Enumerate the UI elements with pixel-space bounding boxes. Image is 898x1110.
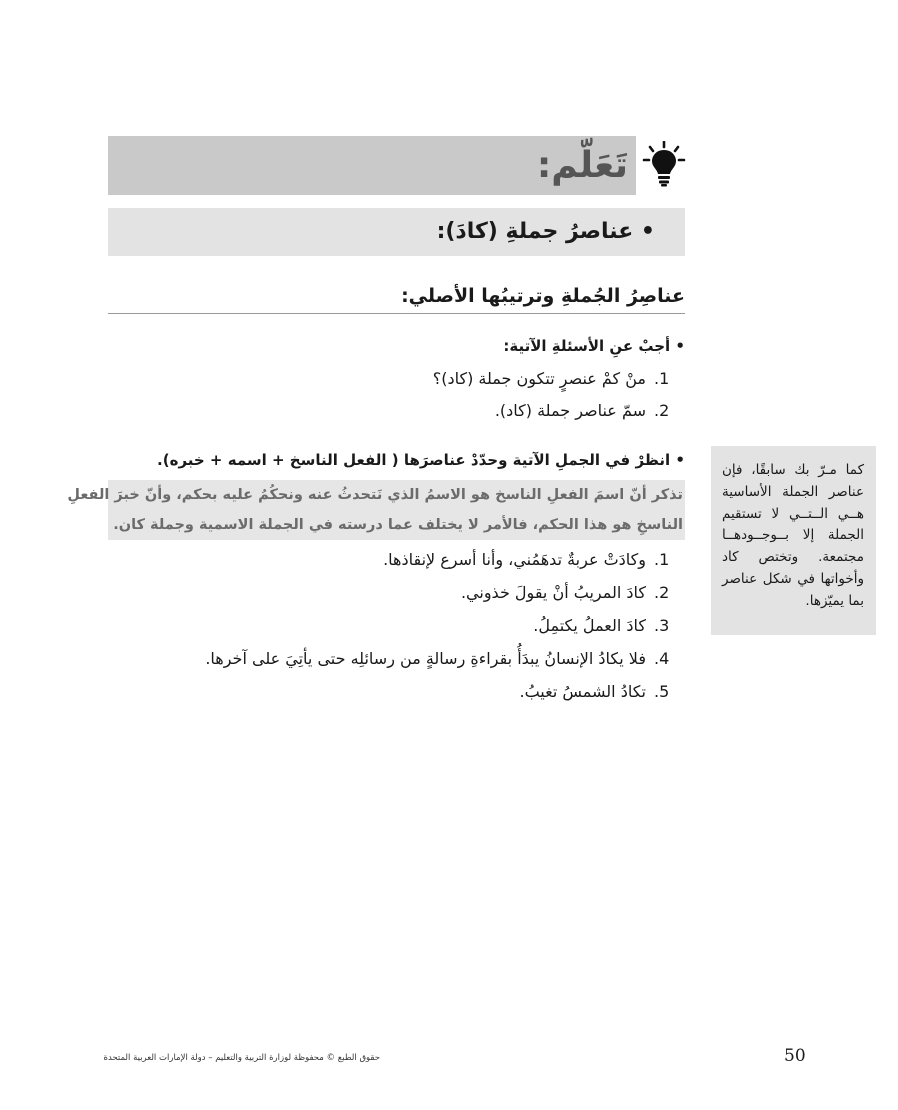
questions-instruction: • أجبْ عنِ الأسئلةِ الآتية: <box>503 337 685 355</box>
question-item <box>495 398 670 424</box>
item-text: كادَ العملُ يكتمِلُ. <box>533 616 646 635</box>
item-number: 5. <box>654 682 670 701</box>
item-number: 2. <box>654 401 670 420</box>
reminder-note <box>67 480 685 540</box>
exercise-item <box>520 679 671 705</box>
item-text: تكادُ الشمسُ تغيبُ. <box>519 682 646 701</box>
note-line: الناسخِ هو هذا الحكم، فالأمر لا يختلف عما درسته في الجملة الاسمية وجملة كان. <box>113 517 683 533</box>
exercise-instruction: • انظرْ في الجملِ الآتية وحدّدْ عناصرَها ( الفعل الناسخ + اسمه + خبره). <box>157 451 685 469</box>
item-text: فلا يكادُ الإنسانُ يبدَأُ بقراءةِ رسالةٍ من رسائلِه حتى يأتِيَ على آخرها. <box>205 649 646 668</box>
item-number: 3. <box>654 616 670 635</box>
item-number: 4. <box>654 649 670 668</box>
exercise-item <box>533 613 670 639</box>
note-line: تذكر أنّ اسمَ الفعلِ الناسخ هو الاسمُ الذي نَتحدثُ عنه ونحكُمُ عليه بحكم، وأنّ خبرَ الفعلِ <box>67 487 683 503</box>
item-number: 1. <box>654 550 670 569</box>
sidebar-text: كما مـرّ بك سابقًا، فإن عناصر الجملة الأساسية هــي الــتــي لا تستقيم الجملة إلا بــوجــودهــا مجتمعة. وتختص كاد وأخواتها في شكل عناصر بما يميّزها. <box>722 462 864 609</box>
exercise-item <box>461 580 670 606</box>
item-number: 1. <box>654 369 670 388</box>
section-heading: عناصِرُ الجُملةِ وترتيبُها الأصلي: <box>401 285 685 307</box>
item-number: 2. <box>654 583 670 602</box>
item-text: وكادَتْ عربةٌ تدهَمُني، وأنا أسرع لإنقاذها. <box>383 550 646 569</box>
section-divider <box>108 313 685 314</box>
page-number: 50 <box>784 1046 806 1066</box>
page-title: تَعَلّم: <box>536 145 628 186</box>
exercise-item <box>205 646 670 672</box>
item-text: منْ كمْ عنصرٍ تتكون جملة (كاد)؟ <box>432 369 646 388</box>
exercise-item <box>383 547 670 573</box>
item-text: كادَ المريبُ أنْ يقولَ خذوني. <box>460 583 646 602</box>
footer-copyright: حقوق الطبع © محفوظة لوزارة التربية والتعليم – دولة الإمارات العربية المتحدة <box>103 1053 380 1063</box>
question-item <box>433 366 670 392</box>
lightbulb-icon <box>642 141 686 187</box>
item-text: سمّ عناصر جملة (كاد). <box>494 401 646 420</box>
subheading: • عناصرُ جملةِ (كادَ): <box>436 219 655 244</box>
